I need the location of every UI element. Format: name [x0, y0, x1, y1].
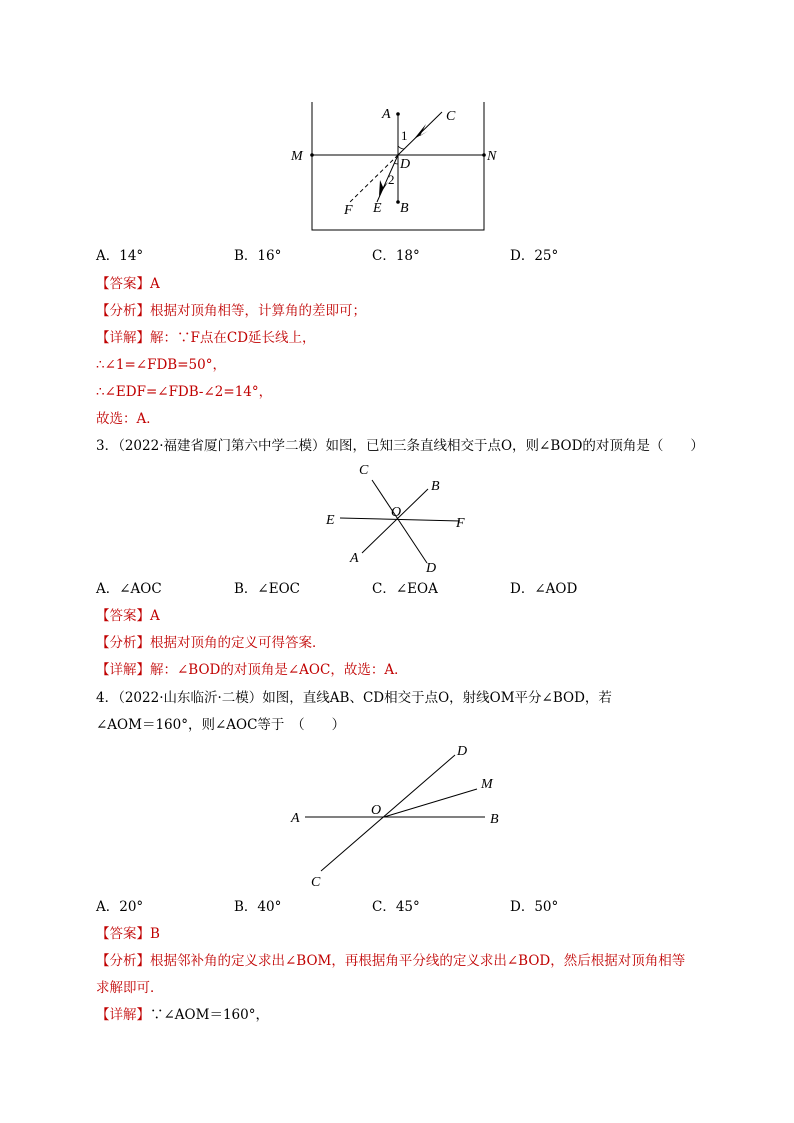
q2-point-M	[310, 153, 314, 157]
q3-option-a: A．∠AOC	[96, 581, 162, 597]
q2-analysis-line	[96, 302, 366, 320]
q2-label-F: F	[344, 203, 353, 218]
q3-detail-tag: 【详解】	[96, 662, 150, 678]
q2-arrow-DE	[379, 180, 388, 196]
q4-analysis-line2: 求解即可．	[96, 980, 164, 996]
q2-label-N: N	[487, 149, 497, 164]
q3-figure	[320, 458, 480, 578]
q3-label-A: A	[350, 551, 359, 566]
q3-analysis-line	[96, 634, 326, 652]
q4-analysis-tag: 【分析】	[96, 953, 150, 969]
q4-answer-tag: 【答案】	[96, 926, 150, 942]
q3-detail: 解：∠BOD的对顶角是∠AOC，故选：A．	[150, 662, 408, 678]
q2-point-A	[396, 112, 400, 116]
q2-angle-2-arc	[394, 163, 398, 164]
q4-label-M: M	[481, 777, 493, 792]
q3-line-AB	[362, 489, 428, 553]
q4-option-d: D．50°	[510, 899, 559, 915]
q3-stem: 3．（2022·福建省厦门第六中学二模）如图，已知三条直线相交于点O，则∠BOD的对顶角是（ ）	[96, 438, 704, 454]
q4-label-A: A	[291, 811, 300, 826]
q3-label-D: D	[426, 561, 437, 576]
q4-option-a: A．20°	[96, 899, 144, 915]
q2-answer-tag: 【答案】	[96, 276, 150, 292]
q2-label-1: 1	[401, 128, 408, 143]
q2-label-M: M	[291, 149, 303, 164]
q3-option-d: D．∠AOD	[510, 581, 578, 597]
q4-figure	[285, 740, 515, 890]
q4-answer: B	[150, 926, 160, 942]
q4-answer-line	[96, 925, 160, 943]
q4-label-C: C	[311, 875, 321, 890]
q3-label-O: O	[391, 505, 402, 520]
q2-option-d: D．25°	[510, 248, 559, 264]
q4-stem-line2: ∠AOM＝160°，则∠AOC等于 （ ）	[96, 717, 346, 733]
q2-detail-intro: 解：∵F点在CD延长线上，	[150, 330, 316, 346]
q4-label-O: O	[371, 803, 382, 818]
q4-analysis-text1: 根据邻补角的定义求出∠BOM，再根据角平分线的定义求出∠BOD，然后根据对顶角相等	[150, 953, 686, 969]
q2-label-D: D	[400, 157, 411, 172]
q2-arrow-CD	[414, 124, 428, 139]
q2-detail-line	[96, 329, 316, 347]
q3-label-E: E	[326, 513, 335, 528]
q3-label-F: F	[456, 516, 465, 531]
q3-option-c: C．∠EOA	[372, 581, 438, 597]
q4-detail-tag: 【详解】	[96, 1007, 150, 1023]
q2-analysis: 根据对顶角相等，计算角的差即可；	[150, 303, 366, 319]
q3-answer-tag: 【答案】	[96, 608, 150, 624]
q2-analysis-tag: 【分析】	[96, 303, 150, 319]
q2-option-b: B．16°	[234, 248, 282, 264]
q4-option-c: C．45°	[372, 899, 420, 915]
q2-point-N	[482, 153, 486, 157]
q4-label-D: D	[457, 744, 468, 759]
q4-stem-line1: 4．（2022·山东临沂·二模）如图，直线AB、CD相交于点O，射线OM平分∠BOD，若	[96, 690, 612, 706]
q4-detail: ∵∠AOM＝160°，	[150, 1007, 269, 1023]
q2-label-E: E	[373, 201, 382, 216]
q3-analysis-tag: 【分析】	[96, 635, 150, 651]
q2-label-C: C	[446, 109, 456, 124]
q2-conclusion: 故选：A．	[96, 411, 160, 427]
q4-detail-line	[96, 1006, 269, 1024]
q3-analysis: 根据对顶角的定义可得答案．	[150, 635, 326, 651]
q4-ray-OM	[384, 789, 477, 817]
q3-answer: A	[150, 608, 160, 624]
q4-label-B: B	[490, 812, 499, 827]
q3-answer-line	[96, 607, 160, 625]
q2-detail-tag: 【详解】	[96, 330, 150, 346]
q3-option-b: B．∠EOC	[234, 581, 300, 597]
q2-angle-1-arc	[398, 146, 404, 149]
q4-option-b: B．40°	[234, 899, 282, 915]
q2-step2: ∴∠EDF=∠FDB-∠2=14°，	[96, 384, 273, 400]
q2-label-A: A	[382, 107, 391, 122]
q2-label-2: 2	[388, 172, 395, 187]
q3-label-C: C	[359, 463, 369, 478]
q2-answer: A	[150, 276, 160, 292]
q4-line-CD	[321, 755, 455, 871]
q3-detail-line	[96, 661, 408, 679]
q3-line-CD	[372, 480, 427, 563]
q2-option-a: A．14°	[96, 248, 144, 264]
q2-answer-line	[96, 275, 160, 293]
q4-analysis-line1	[96, 952, 685, 970]
q2-label-B: B	[400, 201, 409, 216]
q2-step1: ∴∠1=∠FDB=50°，	[96, 357, 226, 373]
q2-figure	[280, 98, 520, 238]
q2-option-c: C．18°	[372, 248, 420, 264]
q3-label-B: B	[431, 479, 440, 494]
